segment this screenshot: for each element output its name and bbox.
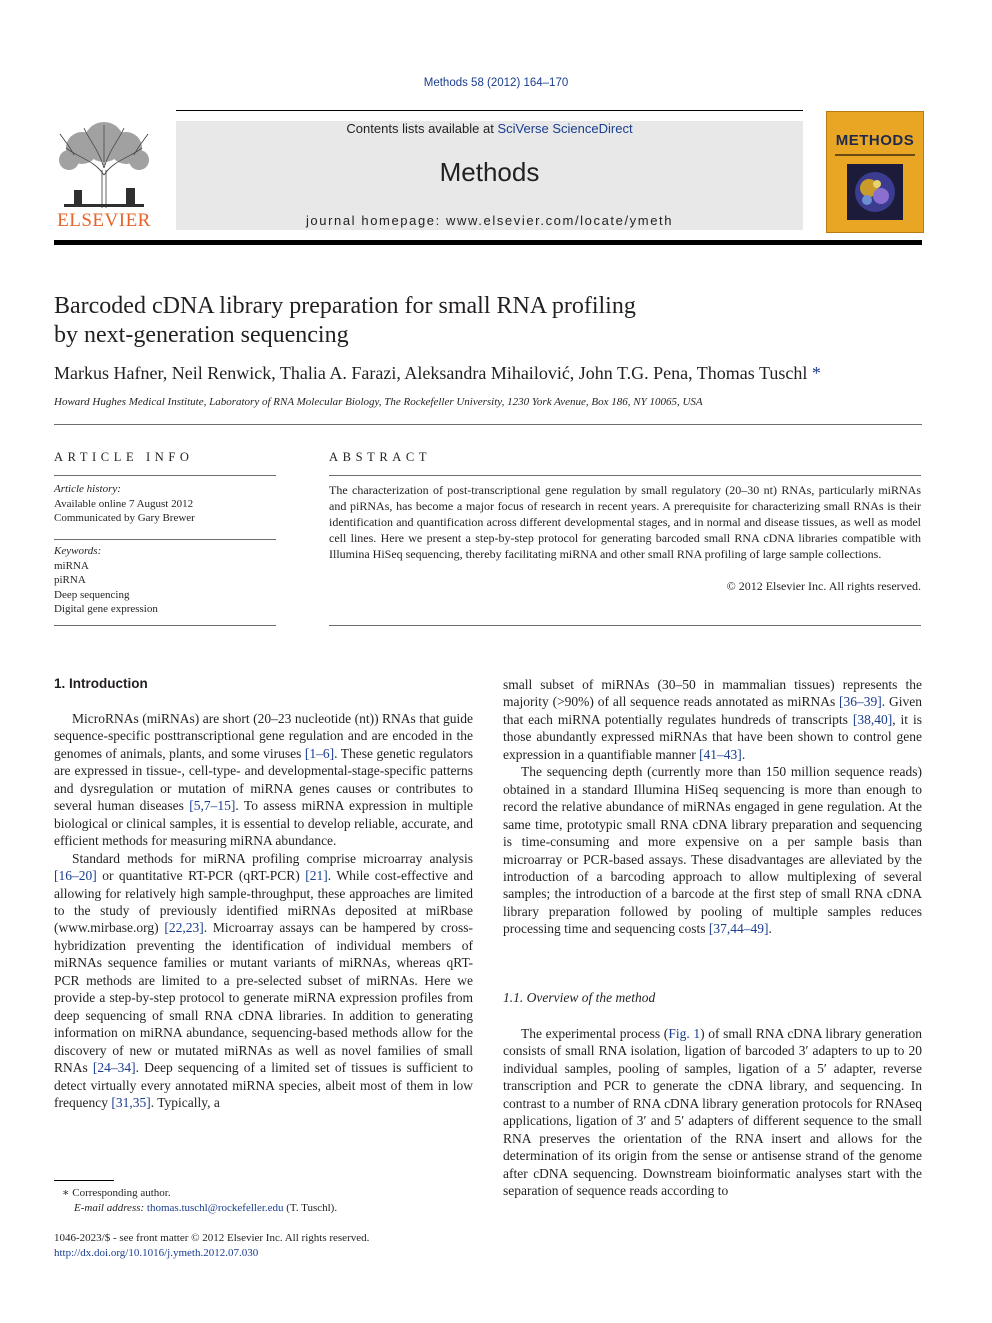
keyword-item: piRNA — [54, 574, 86, 586]
cover-artwork — [847, 164, 903, 220]
doi-link[interactable]: http://dx.doi.org/10.1016/j.ymeth.2012.07.030 — [54, 1247, 259, 1259]
keywords-rule — [54, 625, 276, 626]
footnote-star: ∗ — [62, 1187, 73, 1199]
author-list — [54, 363, 922, 384]
paper-title-line-1: Barcoded cDNA library preparation for small RNA profiling — [54, 293, 636, 319]
cover-subtitle-graphic — [831, 152, 919, 158]
issn-line: 1046-2023/$ - see front matter © 2012 Elsevier Inc. All rights reserved. — [54, 1232, 370, 1244]
citation-link[interactable]: [1–6] — [304, 745, 335, 761]
contents-prefix: Contents lists available at — [346, 121, 498, 136]
section-heading-introduction: 1. Introduction — [54, 676, 148, 691]
email-label: E-mail address: — [74, 1202, 145, 1214]
subsection-heading-overview: 1.1. Overview of the method — [503, 990, 656, 1005]
journal-cover-image — [826, 111, 924, 233]
citation-link[interactable]: [5,7–15] — [189, 798, 236, 814]
abstract-heading: ABSTRACT — [329, 450, 432, 464]
footnote-corresponding — [62, 1186, 482, 1201]
corresponding-label: Corresponding author. — [72, 1187, 171, 1199]
figure-link[interactable]: Fig. 1 — [668, 1026, 701, 1041]
footnote-rule — [54, 1180, 114, 1181]
journal-title: Methods — [439, 157, 540, 187]
citation-link[interactable]: [41–43] — [699, 746, 742, 762]
paragraph: small subset of miRNAs (30–50 in mammalian tissues) represents the majority (>90%) of all sequence reads annotated as miRNAs [36–39]. Given that each miRNA potentially regulates hundreds of transcripts [38,40], it is those abundantly expressed miRNAs that have been shown to control gene expression in a quantifiable manner [41–43]. — [503, 677, 922, 762]
history-label: Article history: — [54, 483, 121, 495]
paragraph: MicroRNAs (miRNAs) are short (20–23 nucleotide (nt)) RNAs that guide sequence-specific posttranscriptional gene regulation and are encoded in the genomes of animals, plants, and some viruses [1–6]. These genetic regulators are expressed in tissue-, cell-type- and developmental-stage-specific patterns and dysregulation or mutation of miRNA genes causes or contributes to several human diseases [5,7–15]. To assess miRNA expression in multiple biological or clinical samples, it is essential to develop reliable, accurate, and efficient methods for measuring miRNA abundance. — [54, 711, 473, 849]
body-right-column — [503, 676, 922, 938]
citation-link[interactable]: [24–34] — [92, 1060, 136, 1076]
body-left-column — [54, 710, 473, 1111]
keyword-item: miRNA — [54, 559, 89, 572]
citation-link[interactable]: [31,35] — [111, 1094, 151, 1110]
email-link[interactable]: thomas.tuschl@rockefeller.edu — [146, 1202, 284, 1214]
available-online: Available online 7 August 2012 — [54, 497, 194, 510]
body-right-column-continued — [503, 1025, 922, 1200]
cover-title: METHODS — [835, 132, 915, 149]
keywords-label: Keywords: — [54, 545, 102, 557]
header-bottom-rule — [54, 240, 922, 245]
paragraph: Standard methods for miRNA profiling comprise microarray analysis [16–20] or quantitative RT-PCR (qRT-PCR) [21]. While cost-effective and allowing for relatively high sample-throughput, these approaches are limited to the study of previously identified miRNAs deposited at miRbase (www.mirbase.org) [22,23]. Microarray assays can be hampered by cross-hybridization preventing the identification of individual members of miRNAs sequence families or mutant variants of miRNAs, whereas qRT-PCR methods are limited to a pre-selected subset of miRNAs. Here we provide a step-by-step protocol to generate miRNA expression profiles from deep sequencing of small RNA cDNA libraries. In addition to generating information on miRNA abundance, sequencing-based methods allow for the discovery of new or mutated miRNAs as well as novel families of small RNAs [24–34]. Deep sequencing of a limited set of tissues is sufficient to detect virtually every annotated miRNA species, albeit most of them in low frequency [31,35]. Typically, a — [54, 850, 473, 1110]
history-rule — [54, 539, 276, 540]
article-history — [54, 482, 276, 526]
journal-homepage[interactable]: journal homepage: www.elsevier.com/locate/ymeth — [305, 213, 674, 228]
paragraph: The sequencing depth (currently more than 150 million sequence reads) obtained in a standard Illumina HiSeq sequencing is more than enough to record the relative abundance of miRNAs engaged in gene regulation. At the same time, prototypic small RNA cDNA library preparation and sequencing is time-consuming and more expensive on a per sample basis than microarray or PCR-based assays. These disadvantages are alleviated by the introduction of a barcoding approach to allow multiplexing of several samples; the introduction of a barcode at the first step of small RNA cDNA library preparation followed by pooling of multiple samples reduces processing time and sequencing costs [37,44–49]. — [503, 764, 922, 937]
footnote-email — [74, 1201, 494, 1216]
affiliation: Howard Hughes Medical Institute, Laboratory of RNA Molecular Biology, The Rockefeller University, 1230 York Avenue, Box 186, NY 10065, USA — [54, 396, 703, 408]
header-top-rule — [176, 110, 803, 111]
keywords-block — [54, 544, 276, 617]
email-suffix: (T. Tuschl). — [283, 1202, 338, 1214]
authors-text: Markus Hafner, Neil Renwick, Thalia A. Farazi, Aleksandra Mihailović, John T.G. Pena, Thomas Tuschl — [54, 363, 808, 383]
sciverse-link[interactable]: SciVerse ScienceDirect — [497, 121, 633, 136]
paper-title-line-2: by next-generation sequencing — [54, 322, 349, 348]
keyword-item: Deep sequencing — [54, 588, 130, 601]
communicated-by: Communicated by Gary Brewer — [54, 512, 195, 524]
citation-link[interactable]: [38,40] — [852, 711, 893, 727]
citation-link[interactable]: [36–39] — [839, 694, 882, 710]
citation-link[interactable]: [22,23] — [164, 920, 204, 936]
citation-link[interactable]: [21] — [305, 868, 328, 884]
abstract-bottom-rule — [329, 625, 921, 626]
abstract-text: The characterization of post-transcriptional gene regulation by small regulatory (20–30 nt) RNAs, particularly miRNAs and piRNAs, has become a major focus of research in recent years. A prerequisite for characterizing small RNAs is their identification and quantification across different developmental stages, and in normal and disease tissues, as well as model cell lines. Here we present a step-by-step protocol for generating barcoded small RNA cDNA libraries compatible with Illumina HiSeq sequencing, thereby facilitating miRNA and other small RNA profiling of large sample collections. — [329, 483, 921, 561]
elsevier-wordmark: ELSEVIER — [57, 210, 151, 231]
citation-link[interactable]: [16–20] — [54, 868, 97, 884]
journal-citation[interactable]: Methods 58 (2012) 164–170 — [423, 77, 569, 89]
article-info-heading: ARTICLE INFO — [54, 450, 194, 464]
contents-availability — [176, 121, 803, 136]
citation-link[interactable]: [37,44–49] — [708, 921, 769, 937]
abstract-copyright: © 2012 Elsevier Inc. All rights reserved. — [726, 579, 921, 593]
corresponding-author-marker[interactable]: * — [811, 363, 821, 383]
paper-title — [54, 292, 754, 350]
title-rule — [54, 424, 922, 425]
keyword-item: Digital gene expression — [54, 603, 158, 615]
article-info-rule — [54, 475, 276, 476]
abstract-rule — [329, 475, 921, 476]
paragraph: The experimental process (Fig. 1) of small RNA cDNA library generation consists of small RNA isolation, ligation of barcoded 3′ adapters to up to 20 individual samples, pooling of samples, ligation of a 5′ adapter, reverse transcription and PCR to generate the cDNA library, and sequencing. In contrast to a number of RNA cDNA library generation protocols for RNAseq applications, ligation of 3′ and 5′ adapters of different sequence to the small RNA preserves the orientation of the RNA insert and allows for the determination of its origin from the sense or antisense strand of the genome after cDNA sequencing. Downstream bioinformatic analyses start with the separation of sequence reads according to — [503, 1026, 923, 1199]
